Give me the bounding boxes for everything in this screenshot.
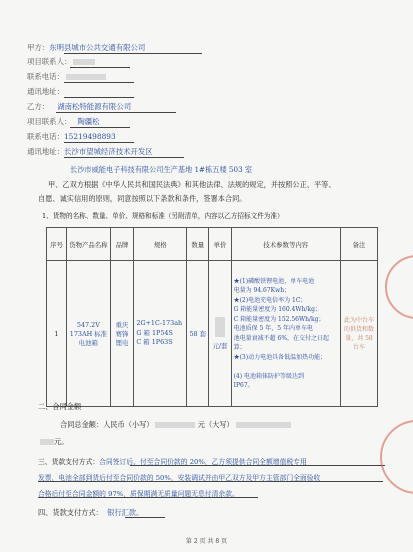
- param-line: G 箱能量密度为 160.4Wh/kg；: [233, 306, 321, 313]
- party-b-address: 长沙市望城经济技术开发区: [63, 147, 153, 156]
- party-b-contact-label: 项目联系人：: [27, 117, 72, 126]
- param-line: 电池质保 5 年，5 年内单车电: [233, 325, 313, 332]
- party-b-name-line: [27, 102, 397, 112]
- page-number: 第 2 页 共 8 页: [185, 538, 228, 545]
- party-a-name-line: [27, 43, 397, 53]
- table-row: [47, 261, 378, 407]
- param-line: (4) 电池箱体防护等级达到: [233, 372, 305, 380]
- party-b-contact: 陶疆松: [77, 117, 100, 126]
- party-a-address-label: 通讯地址：: [27, 87, 64, 96]
- param-line: [234, 362, 338, 372]
- section-4-title: 四、货款支付方式：: [38, 508, 103, 517]
- red-seal-stamp: [385, 255, 413, 319]
- section-4-value: 银行汇款。: [107, 508, 144, 517]
- party-b-address-underline: [64, 157, 184, 158]
- party-b-contact-line: [27, 117, 397, 127]
- party-b-phone-underline: [64, 142, 134, 143]
- header-cell: 规格: [134, 228, 187, 261]
- party-a-name: 东明县城市公共交通有限公司: [49, 43, 146, 52]
- amount-end: [38, 437, 68, 447]
- param-line: IP67。: [233, 382, 254, 389]
- party-b-address-line: [27, 147, 397, 157]
- section-3-underline: [38, 497, 258, 498]
- row-note: 此为中台车的供货和数量，共 58 台车: [340, 261, 377, 407]
- preamble-line: 自愿、诚实信用的原则，同意按照以下条款和条件，签署本合同。: [38, 194, 247, 203]
- party-b-address-label: 通讯地址：: [27, 147, 64, 156]
- section-2-title: 二、合同金额: [38, 402, 82, 411]
- party-b-address-continuation: 长沙市威能电子科技有限公司生产基地 1#栋五楼 503 室: [70, 165, 253, 174]
- party-a-phone-label: 联系电话：: [27, 72, 64, 81]
- section-1-title: 1、货物的名称、数量、单价、规格和标准（另附清单，内容以乙方招标文件为准）: [42, 212, 284, 220]
- spec-line: C 箱 1P63S: [136, 338, 173, 347]
- row-spec: [134, 261, 187, 407]
- party-a-phone-line: [27, 72, 397, 82]
- header-cell: 技术参数等内容: [231, 228, 340, 261]
- spec-line: 2G+1C-173ah: [136, 319, 183, 328]
- spec-line: G 箱 1P54S: [136, 328, 173, 337]
- param-line: 池电量衰减不超 6%，在交付之日起: [233, 334, 330, 342]
- amount-end-text: 元。: [54, 437, 69, 446]
- party-b-phone-label: 联系电话：: [27, 132, 64, 141]
- param-line: ★(2)电池充电倍率为 1C；: [233, 296, 307, 304]
- redacted-block: [155, 422, 195, 428]
- param-line: ★(1)磷酸铁锂电池，单车电池: [233, 277, 315, 285]
- section-3-underline: [130, 465, 385, 466]
- party-a-address-line: [27, 87, 397, 97]
- redacted-block: [73, 59, 95, 65]
- section-3-line-3: 合格后付至合同金额的 97%，质保期满无质量问题无息付清余款。: [38, 490, 239, 498]
- param-line: C 箱能量密度为 152.56Wh/kg；: [233, 315, 325, 323]
- party-b-phone-line: [27, 132, 397, 142]
- party-a-label: 甲方：: [27, 43, 50, 52]
- party-b-name-underline: [56, 112, 176, 113]
- header-cell: 数量: [187, 228, 209, 261]
- section-3-underline: [38, 481, 383, 482]
- row-params: [231, 261, 340, 407]
- party-a-address-underline: [64, 97, 134, 98]
- param-line: ★(3)动力电池具备低温加热功能；: [233, 353, 327, 361]
- row-no: 1: [47, 261, 67, 407]
- party-b-name: 湖南松特能源有限公司: [57, 102, 132, 111]
- redacted-block: [40, 439, 54, 445]
- goods-table-header-row: [47, 228, 378, 261]
- row-qty: 58 套: [187, 261, 209, 407]
- param-line: 电量为 94.67Kwh；: [233, 287, 291, 294]
- unit-price-suffix: 元/套: [212, 342, 228, 350]
- header-cell: 序号: [47, 228, 67, 261]
- row-brand: 重庆赛锋锂电: [110, 261, 134, 407]
- goods-table: [46, 227, 378, 407]
- party-a-phone-underline: [64, 82, 134, 83]
- param-line: 算；: [233, 344, 246, 351]
- party-a-name-underline: [64, 53, 202, 54]
- party-a-contact-label: 项目联系人：: [27, 57, 72, 66]
- party-a-contact-underline: [70, 67, 130, 68]
- section-3-title: 三、货款支付方式：: [38, 458, 100, 466]
- party-b-label: 乙方：: [27, 102, 50, 111]
- section-4-underline: [125, 517, 165, 518]
- amount-label: 合同总金额：人民币（小写）: [60, 420, 154, 429]
- header-cell: 备注: [340, 228, 377, 261]
- amount-upper-label: 元（大写）: [197, 420, 234, 429]
- header-cell: 品牌: [110, 228, 134, 261]
- redacted-block: [215, 317, 225, 337]
- preamble-line: 甲、乙双方根据《中华人民共和国民法典》和其他法律、法规的规定，并按照公正、平等、: [48, 180, 336, 189]
- section-3-line-2: 发票，电池全部到货后付至合同价款的 50%，安装调试并由甲乙双方及甲方主管部门全面验收: [38, 474, 321, 482]
- contract-amount-line: [60, 420, 291, 430]
- redacted-block: [66, 74, 106, 80]
- header-cell: 货物产品名称: [67, 228, 110, 261]
- party-b-contact-underline: [70, 127, 130, 128]
- redacted-block: [236, 422, 291, 428]
- party-a-contact-line: [27, 57, 397, 67]
- red-seal-stamp: [380, 420, 413, 494]
- row-unit-price: [209, 261, 231, 407]
- row-product-name: 547.2V 173AH 标准电池箱: [67, 261, 110, 407]
- party-b-phone: 15219498893: [63, 132, 116, 141]
- header-cell: 单价: [209, 228, 231, 261]
- section-3-text: 合同签订后，付至合同价款的 20%，乙方须提供合同全额增值税专用: [99, 458, 307, 466]
